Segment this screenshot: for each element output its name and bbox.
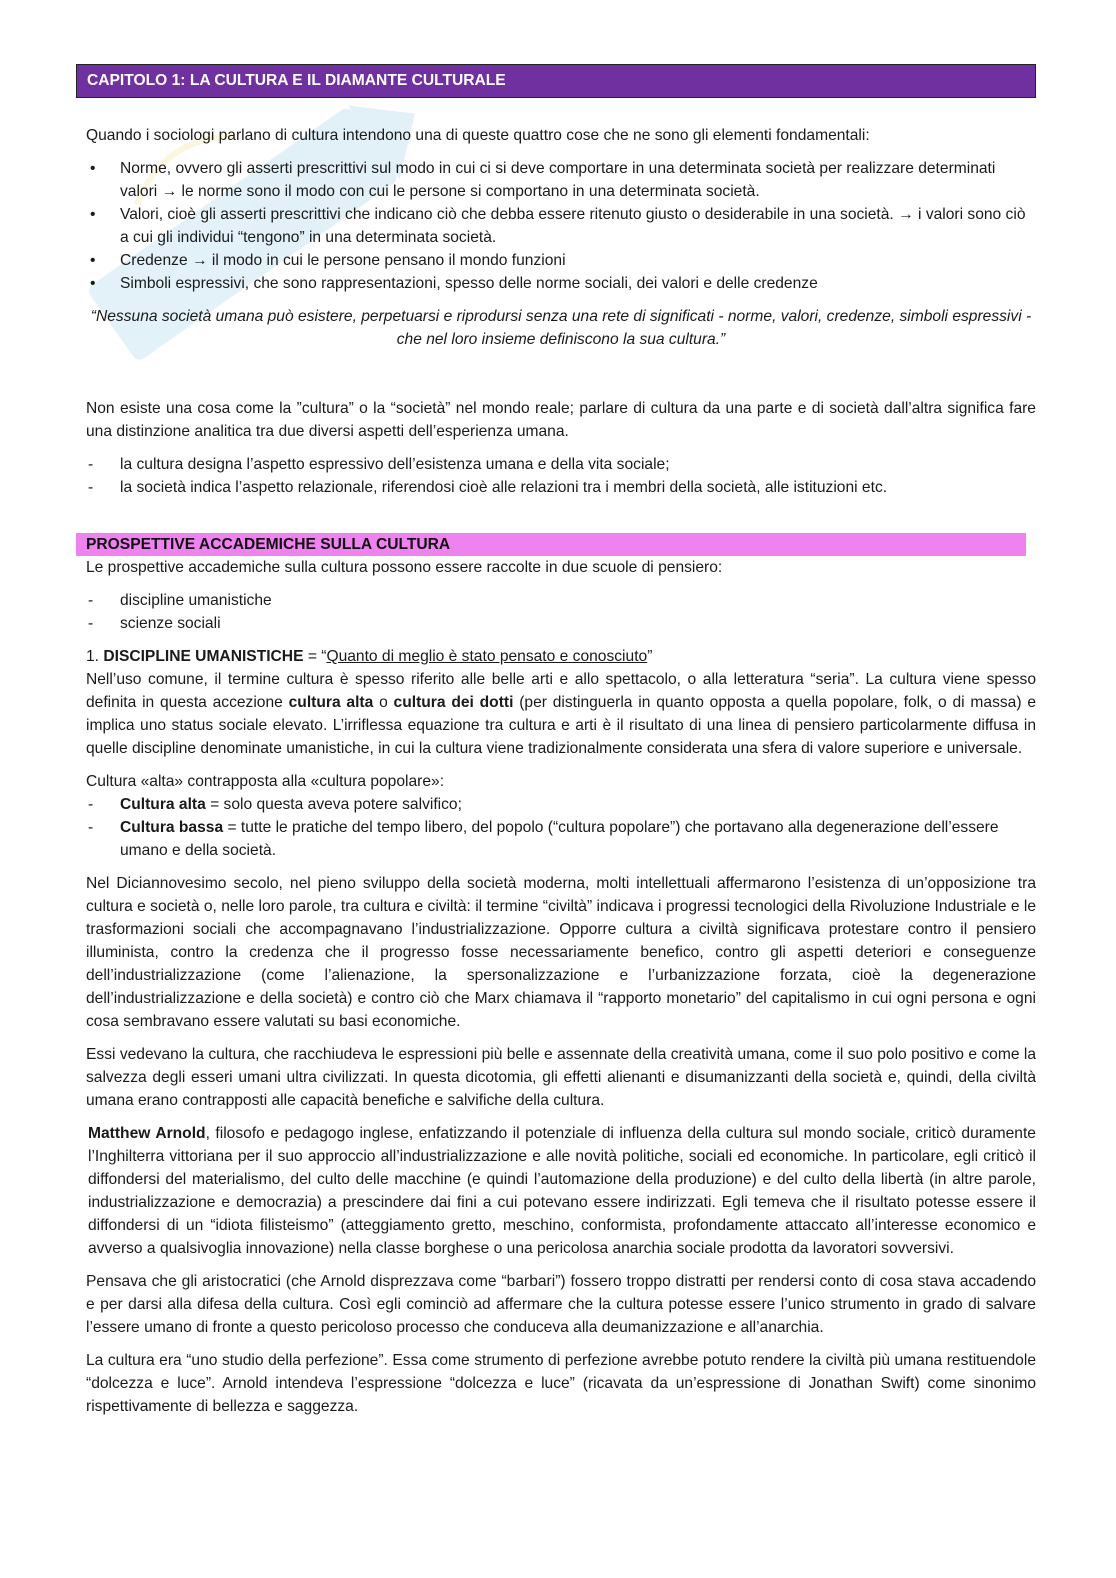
text-run: , filosofo e pedagogo inglese, enfatizzando il potenziale di influenza della cultura sul mondo sociale, criticò duramente l’Inghilterra vittoriana per il suo approccio all’industrializzazione e alle novità politiche, sociali ed economiche. In particolare, egli criticò il diffondersi del materialismo, del culto delle macchine (e quindi l’automazione della produzione) e del culto della libertà (in altre parole, industrializzazione e democrazia) a prescindere dai fini a cui potevano essere indirizzati. Egli temeva che il risultato potesse essere il diffondersi di un “idiota filisteismo” (atteggiamento gretto, meschino, conformista, profondamente attaccato all’interesse economico e avverso a qualsivoglia innovazione) nella classe borghese o una pericolosa anarchia sociale prodotta da lavoratori sovversivi.: [88, 1125, 1036, 1257]
intro-paragraph: Quando i sociologi parlano di cultura intendono una di queste quattro cose che ne sono gli elementi fondamentali:: [86, 127, 870, 144]
list-item: [86, 816, 1036, 862]
culture-salvation-paragraph: Essi vedevano la cultura, che racchiudeva le espressioni più belle e assennate della creatività umana, come il suo polo positivo e come la salvezza degli esseri umani ultra civilizzati. In questa dicotomia, gli effetti alienanti e disumanizzanti della società e, quindi, della civiltà umana erano contrapposti alle capacità benefiche e salvifiche della cultura.: [86, 1046, 1036, 1109]
high-culture-paragraph: [86, 668, 1036, 760]
heading-number: 1.: [86, 648, 104, 665]
chapter-title: CAPITOLO 1: LA CULTURA E IL DIAMANTE CULTURALE: [76, 64, 1036, 98]
distinction-list: [86, 453, 1036, 499]
page-content: [76, 64, 1036, 1428]
list-item: [86, 793, 1036, 816]
block-quote: “Nessuna società umana può esistere, perpetuarsi e riprodursi senza una rete di significati - norme, valori, credenze, simboli espressivi - che nel loro insieme definiscono la sua cultura.”: [90, 308, 1032, 348]
humanities-heading: [86, 645, 1036, 668]
heading-motto: Quanto di meglio è stato pensato e conosciuto: [326, 648, 648, 665]
culture-elements-list: [86, 157, 1036, 295]
text-run: = solo questa aveva potere salvifico;: [205, 796, 462, 813]
arnold-paragraph: [88, 1122, 1036, 1260]
text-run: = tutte le pratiche del tempo libero, del popolo (“cultura popolare”) che portavano alla degenerazione dell’essere umano e della società.: [120, 819, 999, 859]
section-intro: Le prospettive accademiche sulla cultura possono essere raccolte in due scuole di pensiero:: [86, 559, 723, 576]
nineteenth-century-paragraph: Nel Diciannovesimo secolo, nel pieno sviluppo della società moderna, molti intellettuali affermarono l’esistenza di un’opposizione tra cultura e società o, nelle loro parole, tra cultura e civiltà: il termine “civiltà” indicava i progressi tecnologici della Rivoluzione Industriale e le trasformazioni sociali che accompagnavano l’industrializzazione. Opporre cultura a civiltà significava protestare contro il pensiero illuminista, contro la credenza che il progresso fosse necessariamente benefico, contro gli aspetti deteriori e conseguenze dell’industrializzazione (come l’alienazione, la spersonalizzazione e l’urbanizzazione forzata, cioè la degenerazione dell’industrializzazione e della società) e contro ciò che Marx chiamava il “rapporto monetario” del capitalismo in cui ogni persona e ogni cosa sembravano essere valutati su basi economiche.: [86, 875, 1036, 1030]
text-run: (per distinguerla in quanto opposta a quella popolare, folk, o di massa) e implica uno status sociale elevato. L’irriflessa equazione tra cultura e arti è il risultato di una linea di pensiero particolarmente diffusa in quelle discipline denominate umanistiche, in cui la cultura viene tradizionalmente considerata una sfera di valore superiore e universale.: [86, 694, 1037, 757]
perfection-paragraph: La cultura era “uno studio della perfezione”. Essa come strumento di perfezione avrebbe potuto rendere la civiltà più umana restituendole “dolcezza e luce”. Arnold intendeva l’espressione “dolcezza e luce” (ricavata da un’espressione di Jonathan Swift) come sinonimo rispettivamente di bellezza e saggezza.: [86, 1352, 1036, 1415]
bold-term: cultura dei dotti: [393, 694, 514, 711]
schools-list: [86, 589, 1036, 635]
list-item: • Norme, ovvero gli asserti prescrittivi sul modo in cui ci si deve comportare in una determinata società per realizzare determinati valori → le norme sono il modo con cui le persone si comportano in una determinata società.: [86, 157, 1036, 203]
text-run: o: [373, 694, 394, 711]
distinction-paragraph: Non esiste una cosa come la ”cultura” o la “società” nel mondo reale; parlare di cultura da una parte e di società dall’altra significa fare una distinzione analitica tra due diversi aspetti dell’esperienza umana.: [86, 400, 1036, 440]
list-item: • Simboli espressivi, che sono rappresentazioni, spesso delle norme sociali, dei valori e delle credenze: [86, 272, 1036, 295]
contrast-list: [86, 793, 1036, 862]
bold-term: Matthew Arnold: [88, 1125, 206, 1142]
text-run: Nell’uso comune, il termine cultura è spesso riferito alle belle arti e allo spettacolo, o alla letteratura “seria”. La cultura viene spesso definita in questa accezione: [86, 671, 1036, 711]
contrast-intro: Cultura «alta» contrapposta alla «cultura popolare»:: [86, 773, 445, 790]
bold-term: Cultura bassa: [120, 819, 224, 836]
section-title: PROSPETTIVE ACCADEMICHE SULLA CULTURA: [76, 533, 1026, 556]
list-item: - la cultura designa l’aspetto espressivo dell’esistenza umana e della vita sociale;: [86, 453, 1036, 476]
list-item: - discipline umanistiche: [86, 589, 1036, 612]
bold-term: Cultura alta: [120, 796, 206, 813]
list-item: • Valori, cioè gli asserti prescrittivi che indicano ciò che debba essere ritenuto giusto o desiderabile in una società. → i valori sono ciò a cui gli individui “tengono” in una determinata società.: [86, 203, 1036, 249]
list-item: - la società indica l’aspetto relazionale, riferendosi cioè alle relazioni tra i membri della società, alle istituzioni etc.: [86, 476, 1036, 499]
heading-eq: = “: [303, 648, 327, 665]
list-item: - scienze sociali: [86, 612, 1036, 635]
list-item: • Credenze → il modo in cui le persone pensano il mondo funzioni: [86, 249, 1036, 272]
heading-text: DISCIPLINE UMANISTICHE: [103, 648, 304, 665]
heading-close: ”: [647, 648, 653, 665]
bold-term: cultura alta: [288, 694, 374, 711]
aristocrats-paragraph: Pensava che gli aristocratici (che Arnold disprezzava come “barbari”) fossero troppo distratti per rendersi conto di cosa stava accadendo e per darsi alla difesa della cultura. Così egli cominciò ad affermare che la cultura potesse essere l’unico strumento in grado di salvare l’essere umano di fronte a questo pericoloso processo che conduceva alla deumanizzazione e all’anarchia.: [86, 1273, 1036, 1336]
